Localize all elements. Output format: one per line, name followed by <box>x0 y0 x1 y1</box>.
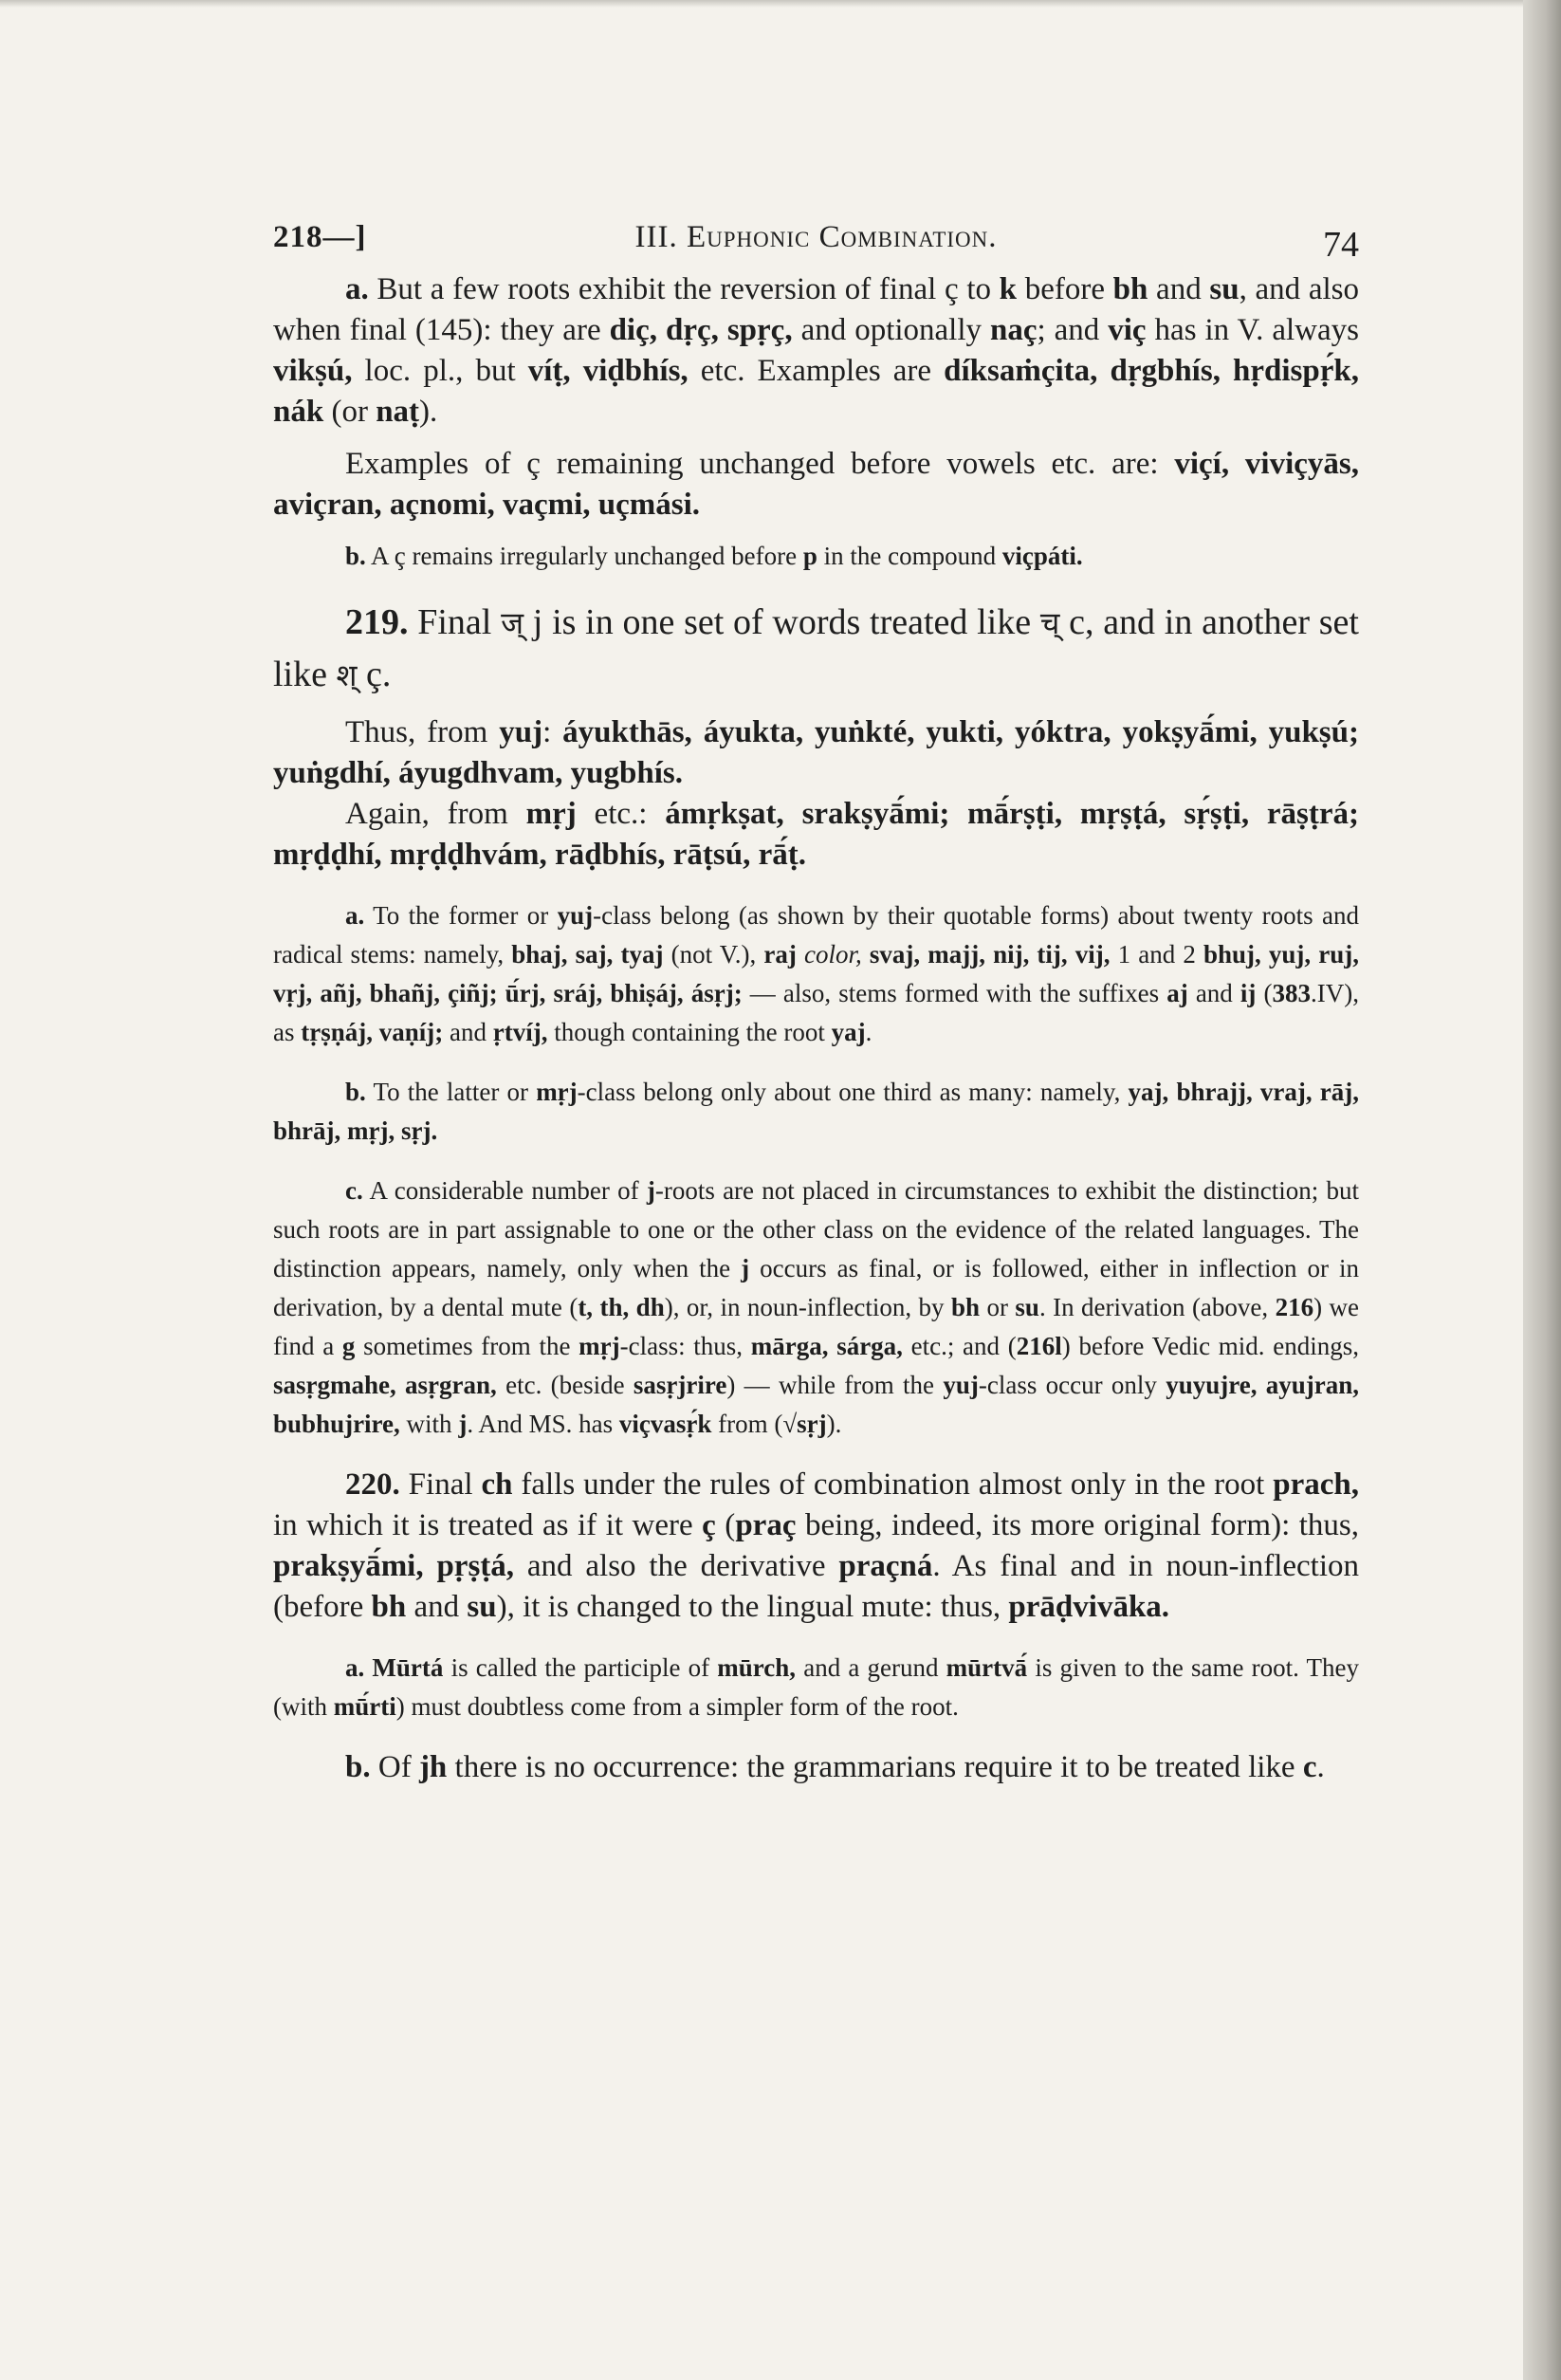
text: .IV), as <box>273 979 1359 1046</box>
term: sasṛgmahe, asṛgran, <box>273 1371 497 1399</box>
term: j <box>741 1254 750 1282</box>
text: falls under the rules of combination almost only in the root <box>512 1467 1274 1502</box>
text: Again, from <box>345 797 526 831</box>
text: ), it is changed to the lingual mute: thus, <box>496 1590 1009 1624</box>
term: naṭ <box>376 395 420 429</box>
text: Final <box>399 1467 482 1502</box>
para-218-examples <box>273 444 1359 526</box>
section-number: 219. <box>345 602 409 642</box>
term: c <box>1302 1750 1317 1784</box>
term: mūrtvā́ <box>946 1653 1028 1682</box>
section-reference: 218—] <box>273 220 367 254</box>
text: in the compound <box>817 542 1002 570</box>
cross-reference: 216l <box>1016 1332 1062 1360</box>
term: yuj <box>943 1371 979 1399</box>
text: with <box>399 1410 459 1438</box>
text: : <box>542 715 563 749</box>
term: jh <box>418 1750 448 1784</box>
para-220 <box>273 1465 1359 1628</box>
para-219-thus <box>273 712 1359 794</box>
para-218a <box>273 269 1359 433</box>
term: áyukthās, áyukta, yuṅkté, yukti, yóktra, yokṣyā́mi, yukṣú; yuṅgdhí, áyugdhvam, yugbhís. <box>273 715 1359 790</box>
text: A considerable number of <box>362 1176 647 1205</box>
text: is called the participle of <box>443 1653 718 1682</box>
text: and <box>1148 272 1210 306</box>
term: g <box>341 1332 356 1360</box>
term: su <box>467 1590 497 1624</box>
text: loc. pl., but <box>352 354 528 388</box>
text: . As final and in noun-inflection (before <box>273 1549 1360 1624</box>
text: from (√ <box>711 1410 798 1438</box>
term: viçpáti. <box>1001 542 1083 570</box>
text: Examples of ç remaining unchanged before vowels etc. are: <box>345 447 1175 481</box>
text: Thus, from <box>345 715 500 749</box>
page-number: 74 <box>1323 225 1359 265</box>
text: ) — while from the <box>726 1371 944 1399</box>
text: 1 and 2 <box>1110 940 1203 969</box>
para-220a <box>273 1649 1359 1726</box>
term: svaj, majj, nij, tij, vij, <box>869 940 1111 969</box>
text: though containing the root <box>547 1018 832 1046</box>
term: yuj <box>557 901 594 930</box>
section-number: 220. <box>345 1467 400 1502</box>
term: ámṛkṣat, srakṣyā́mi; mā́rṣṭi, mṛṣṭá, sṛ́ṣṭi, rāṣṭrá; mṛḍḍhí, mṛḍḍhvám, rāḍbhís, rāṭsú, rā́ṭ. <box>273 797 1359 872</box>
term: mṛj <box>536 1078 578 1106</box>
term: ṛtvíj, <box>492 1018 548 1046</box>
term: t, th, dh <box>578 1293 665 1321</box>
text: being, indeed, its more original form): thus, <box>796 1508 1360 1542</box>
text: Final <box>408 602 502 642</box>
term: bh <box>1112 272 1148 306</box>
para-219c <box>273 1172 1359 1444</box>
text: and <box>443 1018 493 1046</box>
text: has in V. always <box>1146 313 1359 347</box>
text: in which it is treated as if it were <box>273 1508 703 1542</box>
text: -class: thus, <box>619 1332 751 1360</box>
devanagari-ja: ज् <box>501 605 524 641</box>
term: j <box>646 1176 655 1205</box>
cross-reference: 383 <box>1272 979 1311 1007</box>
term: mū́rti <box>333 1692 396 1721</box>
term: raj <box>763 940 797 969</box>
text: ; and <box>1037 313 1109 347</box>
term: naç <box>989 313 1038 347</box>
text: ( <box>1256 979 1273 1007</box>
chapter-title: III. Euphonic Combination. <box>634 220 998 254</box>
text: — also, stems formed with the suffixes <box>742 979 1167 1007</box>
label-b: b. <box>345 1078 366 1106</box>
text: etc.; and ( <box>902 1332 1017 1360</box>
text: ). <box>826 1410 842 1438</box>
para-219a <box>273 896 1359 1052</box>
text: ) we find a <box>273 1293 1360 1360</box>
text: -class belong (as shown by their quotable forms) about twenty roots and radical stems: namely, <box>273 901 1359 969</box>
term: vikṣú, <box>273 354 353 388</box>
term: díksaṁçita, dṛgbhís, hṛdispṛ́k, nák <box>273 354 1359 429</box>
text: sometimes from the <box>355 1332 579 1360</box>
text: there is no occurrence: the grammarians require it to be treated like <box>447 1750 1303 1784</box>
text: . <box>865 1018 872 1046</box>
gloss: color, <box>796 940 870 969</box>
running-header <box>273 216 1359 269</box>
para-219b <box>273 1073 1359 1151</box>
term: yuyujre, ayujran, bubhujrire, <box>273 1371 1360 1438</box>
term: aj <box>1166 979 1188 1007</box>
text: ç. <box>357 655 392 694</box>
term: viçvasṛ́k <box>618 1410 712 1438</box>
text: before <box>1017 272 1113 306</box>
text: A ç remains irregularly unchanged before <box>365 542 803 570</box>
text: -roots are not placed in circumstances to exhibit the distinction; but such roots are in part assignable to one or the other class on the evidence of the related languages. The distinction appears, namely, only when the <box>273 1176 1359 1282</box>
devanagari-sha: श् <box>336 657 358 693</box>
term: ij <box>1240 979 1257 1007</box>
text: But a few roots exhibit the reversion of final ç to <box>368 272 1000 306</box>
para-219 <box>273 597 1359 701</box>
label-b: b. <box>345 542 366 570</box>
term: p <box>802 542 817 570</box>
devanagari-ca: च् <box>1039 605 1060 641</box>
term: yaj <box>831 1018 866 1046</box>
term: k <box>999 272 1018 306</box>
text: . And MS. has <box>467 1410 619 1438</box>
text: . <box>1316 1750 1325 1784</box>
text: . In derivation (above, <box>1038 1293 1276 1321</box>
text: and optionally <box>792 313 990 347</box>
label-a: a. <box>345 1653 365 1682</box>
text: and <box>1187 979 1240 1007</box>
term: yaj, bhrajj, vraj, rāj, bhrāj, mṛj, sṛj. <box>273 1078 1359 1145</box>
term: sasṛjrire <box>633 1371 727 1399</box>
page-edge-shadow <box>1523 0 1561 2380</box>
text: etc. Examples are <box>688 354 945 388</box>
term: prakṣyā́mi, pṛṣṭá, <box>273 1549 515 1583</box>
term: bh <box>951 1293 981 1321</box>
text: ) must doubtless come from a simpler form of the root. <box>395 1692 959 1721</box>
text: is given to the same root. They (with <box>273 1653 1359 1721</box>
term: su <box>1209 272 1240 306</box>
text: occurs as final, or is followed, either in inflection or in derivation, by a dental mute ( <box>273 1254 1359 1321</box>
term: tṛṣṇáj, vaṇíj; <box>301 1018 444 1046</box>
text: ) before Vedic mid. endings, <box>1061 1332 1359 1360</box>
text: etc.: <box>576 797 666 831</box>
term: diç, dṛç, spṛç, <box>609 313 793 347</box>
term: ch <box>481 1467 513 1502</box>
label-a: a. <box>345 901 365 930</box>
para-220b <box>273 1747 1359 1788</box>
term: prāḍvivāka. <box>1008 1590 1170 1624</box>
para-219-again <box>273 794 1359 876</box>
term: bh <box>371 1590 407 1624</box>
term: viçí, viviçyās, aviçran, açnomi, vaçmi, uçmási. <box>273 447 1359 522</box>
text: (or <box>323 395 376 429</box>
term: viç <box>1108 313 1147 347</box>
text: and also the derivative <box>514 1549 839 1583</box>
term: yuj <box>499 715 543 749</box>
text: -class belong only about one third as many: namely, <box>577 1078 1129 1106</box>
term: mārga, sárga, <box>750 1332 903 1360</box>
term: su <box>1015 1293 1039 1321</box>
cross-reference: 216 <box>1275 1293 1314 1321</box>
text: (not V.), <box>663 940 764 969</box>
para-218b <box>273 537 1359 576</box>
text: ( <box>715 1508 736 1542</box>
term: sṛj <box>797 1410 827 1438</box>
text: and a gerund <box>796 1653 946 1682</box>
term: bhuj, yuj, ruj, vṛj, añj, bhañj, çiñj; ū́rj, sráj, bhiṣáj, ásṛj; <box>273 940 1360 1007</box>
term: Mūrtá <box>372 1653 444 1682</box>
term: víṭ, viḍbhís, <box>527 354 689 388</box>
term: ç <box>702 1508 716 1542</box>
label-c: c. <box>345 1176 363 1205</box>
term: bhaj, saj, tyaj <box>511 940 664 969</box>
text: and <box>406 1590 468 1624</box>
term: mūrch, <box>717 1653 797 1682</box>
text: j is in one set of words treated like <box>523 602 1040 642</box>
text: -class occur only <box>978 1371 1166 1399</box>
text: To the former or <box>364 901 558 930</box>
term: prach, <box>1273 1467 1359 1502</box>
text: To the latter or <box>365 1078 537 1106</box>
text: ), or, in noun-inflection, by <box>664 1293 951 1321</box>
term: mṛj <box>525 797 577 831</box>
text: , and also when final (145): they are <box>273 272 1359 347</box>
text: etc. (beside <box>496 1371 634 1399</box>
text: ). <box>419 395 438 429</box>
term: j <box>458 1410 468 1438</box>
text: Of <box>370 1750 419 1784</box>
term: praç <box>735 1508 797 1542</box>
page-top-shadow <box>0 0 1561 8</box>
text: or <box>980 1293 1016 1321</box>
term: praçná <box>838 1549 933 1583</box>
label-a: a. <box>345 272 369 306</box>
term: mṛj <box>578 1332 620 1360</box>
label-b: b. <box>345 1750 371 1784</box>
book-page <box>273 216 1359 1788</box>
text: c, and in another set like <box>273 602 1359 694</box>
